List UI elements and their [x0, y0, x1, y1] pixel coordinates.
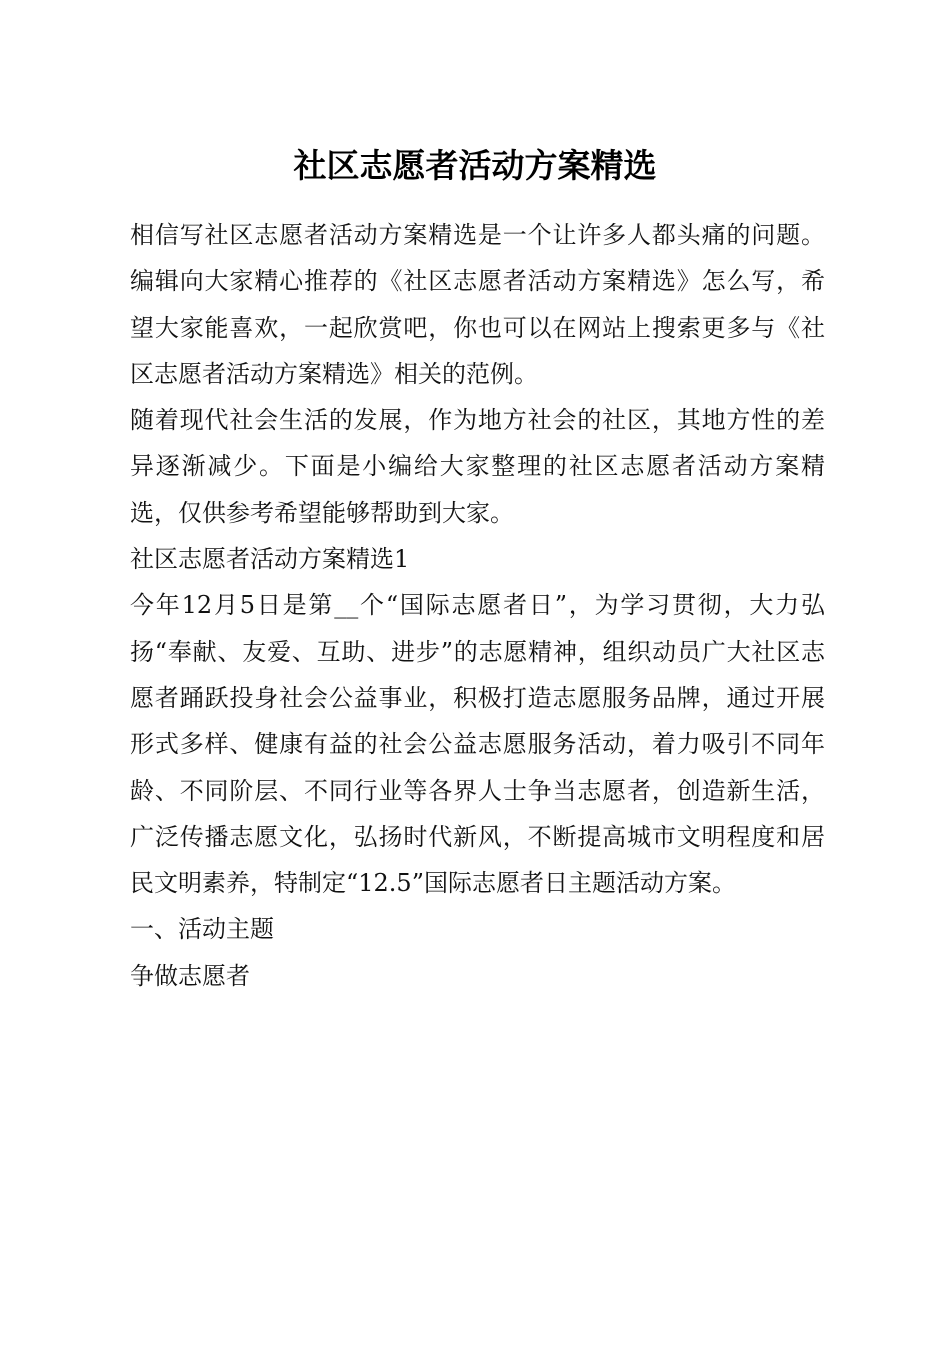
- document-title: 社区志愿者活动方案精选: [293, 146, 657, 185]
- background-paragraph: 随着现代社会生活的发展，作为地方社会的社区，其地方性的差异逐渐减少。下面是小编给大家整理的社区志愿者活动方案精选，仅供参考希望能够帮助到大家。: [130, 406, 825, 527]
- plan-1-paragraph: 今年12月5日是第__个“国际志愿者日”，为学习贯彻，大力弘扬“奉献、友爱、互助、进步”的志愿精神，组织动员广大社区志愿者踊跃投身社会公益事业，积极打造志愿服务品牌，通过开展形式多样、健康有益的社会公益志愿服务活动，着力吸引不同年龄、不同阶层、不同行业等各界人士争当志愿者，创造新生活，广泛传播志愿文化，弘扬时代新风，不断提高城市文明程度和居民文明素养，特制定“12.5”国际志愿者日主题活动方案。: [130, 591, 825, 898]
- activity-theme-text: 争做志愿者: [130, 961, 250, 990]
- document-body: [130, 212, 825, 999]
- section-heading-plan-1: 社区志愿者活动方案精选1: [130, 545, 410, 574]
- subheading-activity-theme: 一、活动主题: [130, 915, 274, 944]
- intro-paragraph: 相信写社区志愿者活动方案精选是一个让许多人都头痛的问题。编辑向大家精心推荐的《社区志愿者活动方案精选》怎么写，希望大家能喜欢，一起欣赏吧，你也可以在网站上搜索更多与《社区志愿者活动方案精选》相关的范例。: [130, 221, 825, 388]
